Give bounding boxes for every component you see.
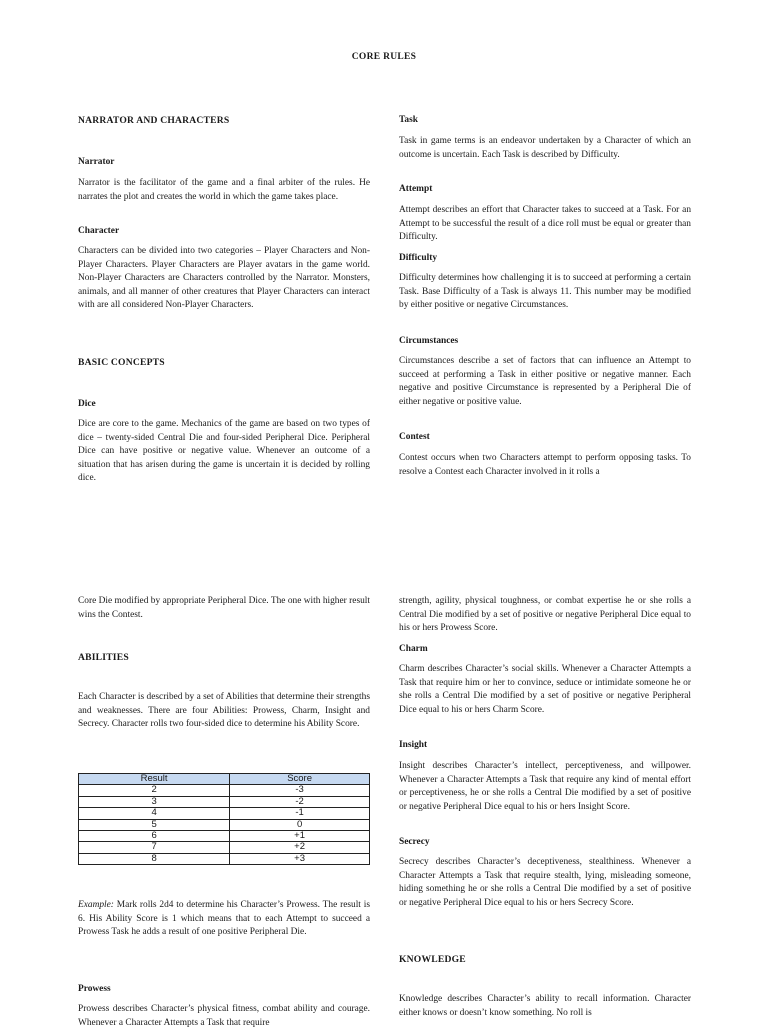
example-text: Mark rolls 2d4 to determine his Character’s Prowess. The result is 6. His Ability Score is 1 which means that to each Attempt to succeed a Prowess Task he adds a result of one positive Peripheral Die.	[78, 900, 370, 938]
table-cell: +3	[230, 853, 370, 864]
subheading-charm: Charm	[399, 644, 428, 654]
task-paragraph: Task in game terms is an endeavor undertaken by a Character of which an outcome is uncertain. Each Task is described by Difficulty.	[399, 136, 691, 160]
narrator-paragraph: Narrator is the facilitator of the game and a final arbiter of the rules. He narrates the plot and creates the world in which the game takes place.	[78, 178, 370, 202]
subheading-dice: Dice	[78, 399, 96, 409]
table-cell: 4	[79, 808, 230, 819]
subheading-prowess: Prowess	[78, 984, 111, 994]
table-row	[79, 808, 370, 819]
table-cell: 7	[79, 842, 230, 853]
table-cell: 2	[79, 785, 230, 796]
table-cell: 8	[79, 853, 230, 864]
page-title: CORE RULES	[351, 52, 417, 62]
character-paragraph: Characters can be divided into two categories – Player Characters and Non-Player Characters. Player Characters are Player avatars in the game world. Non-Player Characters are Characters controlled by the Narrator. Monsters, animals, and all manner of other creatures that Player Characters can interact with are all considered Non-Player Characters.	[78, 246, 370, 311]
ability-score-table	[78, 773, 370, 865]
section-heading-knowledge: KNOWLEDGE	[399, 954, 466, 965]
contest-continued-paragraph: Core Die modified by appropriate Peripheral Dice. The one with higher result wins the Contest.	[78, 596, 370, 620]
table-row	[79, 831, 370, 842]
table-cell: -1	[230, 808, 370, 819]
difficulty-paragraph: Difficulty determines how challenging it is to succeed at performing a certain Task. Base Difficulty of a Task is always 11. This number may be modified by either positive or negative Circumstances.	[399, 273, 691, 311]
subheading-circumstances: Circumstances	[399, 336, 459, 346]
contest-paragraph: Contest occurs when two Characters attempt to perform opposing tasks. To resolve a Contest each Character involved in it rolls a	[399, 453, 691, 477]
table-cell: 6	[79, 831, 230, 842]
table-cell: 0	[230, 819, 370, 830]
subheading-secrecy: Secrecy	[399, 837, 430, 847]
example-paragraph	[78, 899, 370, 940]
knowledge-paragraph: Knowledge describes Character’s ability to recall information. Character either knows or doesn’t know something. No roll is	[399, 994, 691, 1018]
subheading-contest: Contest	[399, 432, 430, 442]
section-heading-abilities: ABILITIES	[78, 652, 129, 663]
table-cell: 5	[79, 819, 230, 830]
dice-paragraph: Dice are core to the game. Mechanics of the game are based on two types of dice – twenty-sided Central Die and four-sided Peripheral Dice. Peripheral Dice can have positive or negative value. Whenever an outcome of a situation that has arisen during the game is uncertain it is decided by rolling dice.	[78, 419, 370, 484]
subheading-difficulty: Difficulty	[399, 253, 438, 263]
section-heading-basic-concepts: BASIC CONCEPTS	[78, 357, 165, 368]
table-cell: -2	[230, 796, 370, 807]
subheading-insight: Insight	[399, 740, 428, 750]
subheading-attempt: Attempt	[399, 184, 433, 194]
secrecy-paragraph: Secrecy describes Character’s deceptiveness, stealthiness. Whenever a Character Attempts a Task that require stealth, lying, misleading someone, hiding something he or she rolls a Central Die modified by a set of positive or negative Peripheral Dice equal to his or hers Secrecy Score.	[399, 857, 691, 908]
insight-paragraph: Insight describes Character’s intellect, perceptiveness, and willpower. Whenever a Character Attempts a Task that require any kind of mental effort or perceptiveness, he or she rolls a Central Die modified by a set of positive or negative Peripheral Dice equal to his or hers Insight Score.	[399, 761, 691, 812]
table-cell: +1	[230, 831, 370, 842]
table-header-score: Score	[230, 774, 370, 785]
table-header-result: Result	[79, 774, 230, 785]
table-row	[79, 842, 370, 853]
subheading-character: Character	[78, 226, 120, 236]
prowess-continued-paragraph: strength, agility, physical toughness, or combat expertise he or she rolls a Central Die modified by a set of positive or negative Peripheral Dice equal to his or hers Prowess Score.	[399, 596, 691, 634]
table-cell: +2	[230, 842, 370, 853]
subheading-task: Task	[399, 115, 418, 125]
circumstances-paragraph: Circumstances describe a set of factors that can influence an Attempt to succeed at performing a Task in either positive or negative manner. Each negative and positive Circumstance is represented by a Peripheral Die of either negative or positive value.	[399, 356, 691, 407]
prowess-paragraph: Prowess describes Character’s physical fitness, combat ability and courage. Whenever a Character Attempts a Task that require	[78, 1004, 370, 1028]
section-heading-narrator-characters: NARRATOR AND CHARACTERS	[78, 115, 230, 126]
attempt-paragraph: Attempt describes an effort that Character takes to succeed at a Task. For an Attempt to be successful the result of a dice roll must be equal or greater than Difficulty.	[399, 205, 691, 243]
table-cell: -3	[230, 785, 370, 796]
abilities-paragraph: Each Character is described by a set of Abilities that determine their strengths and weaknesses. There are four Abilities: Prowess, Charm, Insight and Secrecy. Character rolls two four-sided dice to determine his Ability Score.	[78, 692, 370, 730]
table-row	[79, 785, 370, 796]
table-row	[79, 796, 370, 807]
charm-paragraph: Charm describes Character’s social skills. Whenever a Character Attempts a Task that require him or her to convince, seduce or intimidate someone he or she rolls a Central Die modified by a set of positive or negative Peripheral Dice equal to his or hers Charm Score.	[399, 664, 691, 715]
table-cell: 3	[79, 796, 230, 807]
table-row	[79, 819, 370, 830]
table-header-row	[79, 774, 370, 785]
subheading-narrator: Narrator	[78, 157, 115, 167]
example-label: Example:	[78, 900, 114, 910]
table-row	[79, 853, 370, 864]
